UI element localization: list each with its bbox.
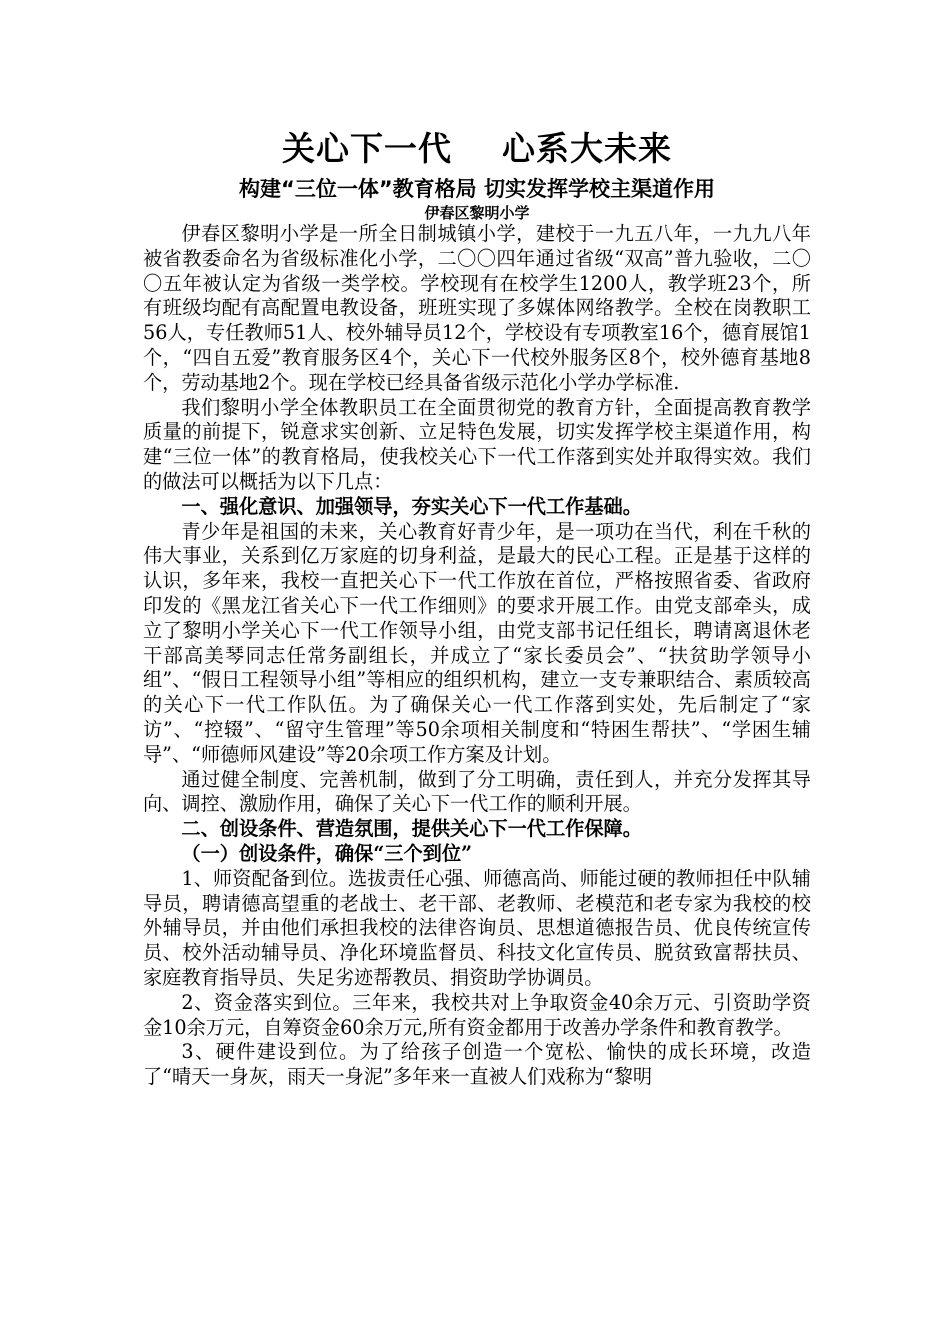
paragraph: 我们黎明小学全体教职员工在全面贯彻党的教育方针，全面提高教育教学质量的前提下，锐意求实创新、立足特色发展，切实发挥学校主渠道作用，构建“三位一体”的教育格局，使我校关心下一代工作落到实处并取得实效。我们的做法可以概括为以下几点： bbox=[143, 395, 811, 493]
paragraph: 3、硬件建设到位。为了给孩子创造一个宽松、愉快的成长环境，改造了“晴天一身灰，雨天一身泥”多年来一直被人们戏称为“黎明 bbox=[143, 1040, 811, 1089]
document-title: 关心下一代 心系大未来 bbox=[282, 129, 672, 168]
paragraph: 青少年是祖国的未来，关心教育好青少年，是一项功在当代，利在千秋的伟大事业，关系到亿万家庭的切身利益，是最大的民心工程。正是基于这样的认识，多年来，我校一直把关心下一代工作放在首位，严格按照省委、省政府印发的《黑龙江省关心下一代工作细则》的要求开展工作。由党支部牵头，成立了黎明小学关心下一代工作领导小组，由党支部书记任组长，聘请离退休老干部高美琴同志任常务副组长，并成立了“家长委员会”、“扶贫助学领导小组”、“假日工程领导小组”等相应的组织机构，建立一支专兼职结合、素质较高的关心下一代工作队伍。为了确保关心一代工作落到实处，先后制定了“家访”、“控辍”、“留守生管理”等50余项相关制度和“特困生帮扶”、“学困生辅导”、“师德师风建设”等20余项工作方案及计划。 bbox=[143, 519, 811, 766]
section-heading: 二、创设条件、营造氛围，提供关心下一代工作保障。 bbox=[181, 817, 642, 841]
subsection-heading: （一）创设条件，确保“三个到位” bbox=[181, 841, 473, 865]
paragraph: 2、资金落实到位。三年来，我校共对上争取资金40余万元、引资助学资金10余万元，自筹资金60余万元,所有资金都用于改善办学条件和教育教学。 bbox=[143, 990, 811, 1039]
paragraph: 1、师资配备到位。选拔责任心强、师德高尚、师能过硬的教师担任中队辅导员，聘请德高望重的老战士、老干部、老教师、老模范和老专家为我校的校外辅导员，并由他们承担我校的法律咨询员、思想道德报告员、优良传统宣传员、校外活动辅导员、净化环境监督员、科技文化宣传员、脱贫致富帮扶员、家庭教育指导员、失足劣迹帮教员、捐资助学协调员。 bbox=[143, 866, 811, 989]
paragraph: 通过健全制度、完善机制，做到了分工明确，责任到人，并充分发挥其导向、调控、激励作用，确保了关心下一代工作的顺利开展。 bbox=[143, 767, 811, 816]
section-heading: 一、强化意识、加强领导，夯实关心下一代工作基础。 bbox=[181, 494, 642, 518]
document-body bbox=[143, 124, 811, 1090]
document-subtitle: 构建“三位一体”教育格局 切实发挥学校主渠道作用 bbox=[239, 177, 715, 201]
document-author: 伊春区黎明小学 bbox=[424, 204, 530, 222]
paragraph: 伊春区黎明小学是一所全日制城镇小学，建校于一九五八年，一九九八年被省教委命名为省级标准化小学，二〇〇四年通过省级“双高”普九验收，二〇〇五年被认定为省级一类学校。学校现有在校学生1200人，教学班23个，所有班级均配有高配置电教设备，班班实现了多媒体网络教学。全校在岗教职工56人，专任教师51人、校外辅导员12个，学校设有专项教室16个，德育展馆1个，“四自五爱”教育服务区4个，关心下一代校外服务区8个，校外德育基地8个，劳动基地2个。现在学校已经具备省级示范化小学办学标准. bbox=[143, 222, 811, 394]
